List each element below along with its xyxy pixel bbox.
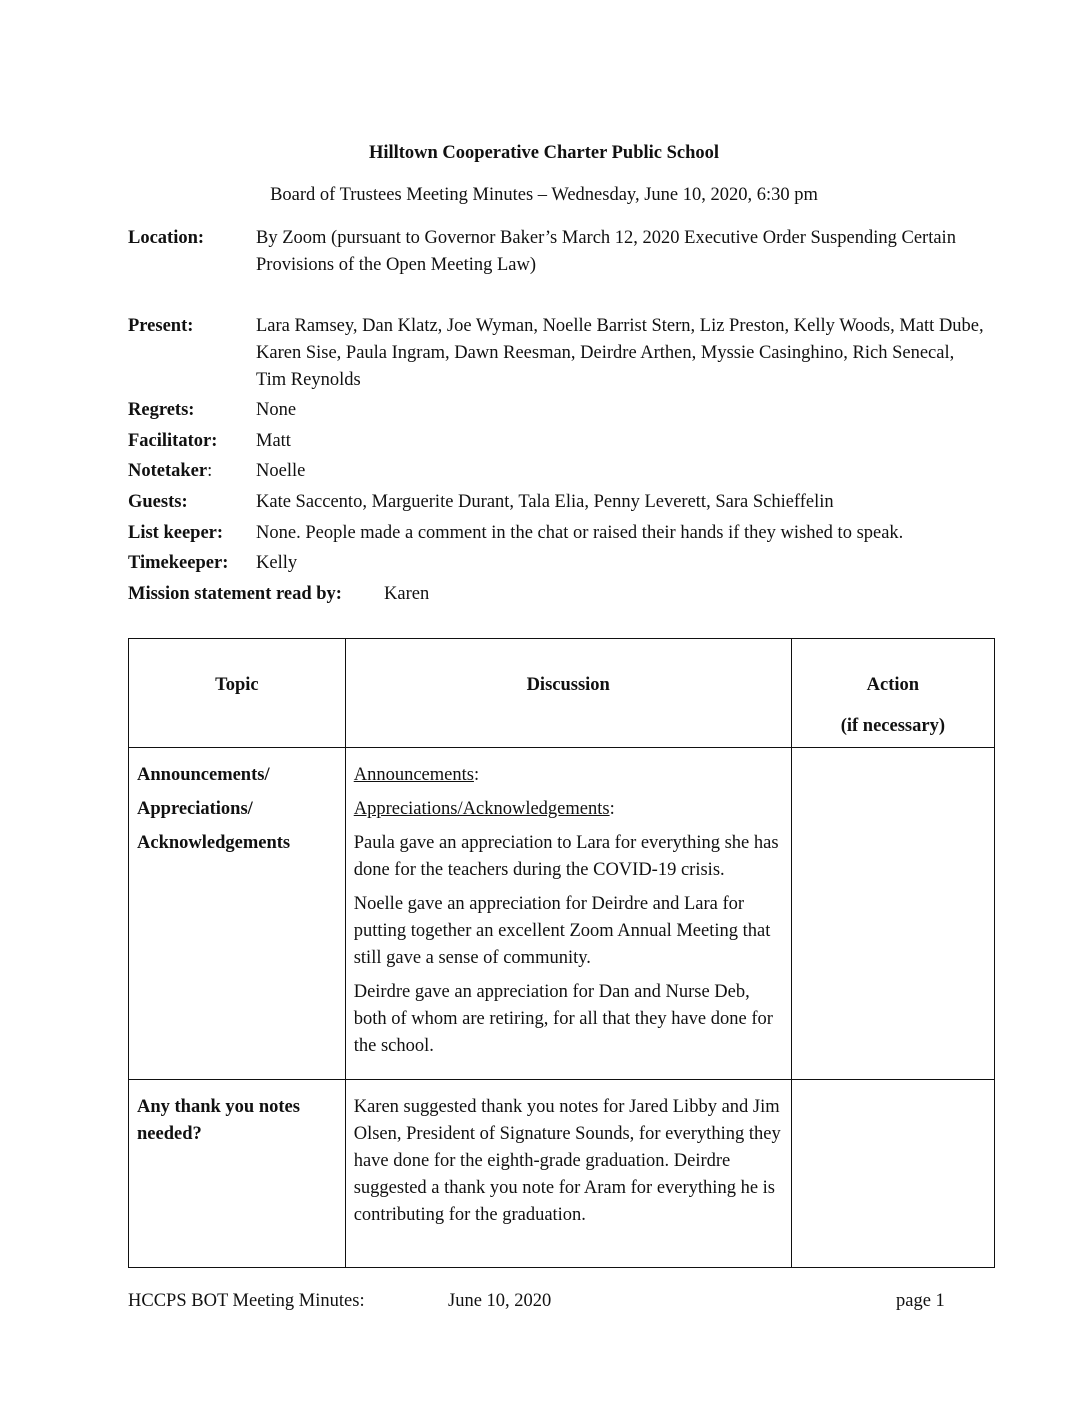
notetaker-label: [128, 458, 212, 485]
notetaker-colon: :: [207, 461, 213, 481]
topic-header: [129, 639, 346, 748]
present-value: Lara Ramsey, Dan Klatz, Joe Wyman, Noelle Barrist Stern, Liz Preston, Kelly Woods, Matt Dube, Karen Sise, Paula Ingram, Dawn Reesman, Deirdre Arthen, Myssie Casinghino, Rich Senecal, Tim Reynolds: [256, 316, 984, 390]
topic-cell: [129, 748, 346, 1080]
table-row: [129, 748, 995, 1080]
location-value: By Zoom (pursuant to Governor Baker’s March 12, 2020 Executive Order Suspending Certain Provisions of the Open Meeting Law): [256, 228, 956, 275]
topic-line: Appreciations/: [137, 799, 253, 819]
timekeeper-value: Kelly: [256, 553, 298, 573]
footer-page-number: page 1: [896, 1291, 945, 1311]
location-label: Location:: [128, 228, 205, 248]
topic-text: Any thank you notes needed?: [137, 1097, 300, 1144]
discussion-header-text: Discussion: [526, 675, 610, 695]
guests-label: Guests:: [128, 492, 188, 512]
action-cell: [791, 1080, 994, 1268]
topic-cell-content: [129, 748, 345, 876]
present-label: Present:: [128, 316, 194, 336]
discussion-paragraph: Karen suggested thank you notes for Jared Libby and Jim Olsen, President of Signature Sounds, for everything they have done for the eighth-grade graduation. Deirdre suggested a thank you note for Aram for everything he is contributing for the graduation.: [353, 1097, 781, 1225]
announcements-heading-text: Announcements: [353, 765, 474, 785]
announcements-heading: Announcements:: [353, 765, 480, 785]
discussion-header: [345, 639, 791, 748]
topic-line: Announcements/: [137, 765, 270, 785]
listkeeper-label: List keeper:: [128, 523, 224, 543]
action-header: [791, 639, 994, 748]
topic-cell: [129, 1080, 346, 1268]
discussion-cell-content: [346, 1080, 791, 1241]
minutes-table: [128, 638, 995, 1268]
action-cell-content: [792, 748, 994, 774]
topic-cell-content: [129, 1080, 345, 1160]
meeting-subtitle: Board of Trustees Meeting Minutes – Wednesday, June 10, 2020, 6:30 pm: [270, 185, 818, 205]
appreciations-heading-text: Appreciations/Acknowledgements: [353, 799, 610, 819]
mission-value: Karen: [384, 584, 430, 604]
footer-date: June 10, 2020: [448, 1291, 552, 1311]
topic-line: Acknowledgements: [137, 833, 291, 853]
discussion-paragraph: Deirdre gave an appreciation for Dan and Nurse Deb, both of whom are retiring, for all that they have done for the school.: [353, 982, 773, 1056]
regrets-value: None: [256, 400, 297, 420]
table-row: [129, 1080, 995, 1268]
discussion-cell: [345, 748, 791, 1080]
discussion-cell-content: [346, 748, 791, 1079]
timekeeper-label: Timekeeper:: [128, 553, 229, 573]
mission-label: Mission statement read by:: [128, 584, 342, 604]
regrets-label: Regrets:: [128, 400, 195, 420]
facilitator-value: Matt: [256, 431, 291, 451]
action-header-note: (if necessary): [840, 716, 945, 736]
notetaker-label-text: Notetaker: [128, 461, 208, 481]
listkeeper-value: None. People made a comment in the chat or raised their hands if they wished to speak.: [256, 523, 904, 543]
footer-doc-name: HCCPS BOT Meeting Minutes:: [128, 1291, 365, 1311]
appreciations-heading: Appreciations/Acknowledgements:: [353, 799, 615, 819]
document-title: Hilltown Cooperative Charter Public School: [368, 143, 720, 163]
guests-value: Kate Saccento, Marguerite Durant, Tala Elia, Penny Leverett, Sara Schieffelin: [256, 492, 834, 512]
action-cell-content: [792, 1080, 994, 1106]
facilitator-label: Facilitator:: [128, 431, 218, 451]
action-header-block: [792, 639, 994, 747]
action-header-text: Action: [866, 675, 920, 695]
topic-header-text: Topic: [215, 675, 259, 695]
discussion-paragraph: Noelle gave an appreciation for Deirdre and Lara for putting together an excellent Zoom Annual Meeting that still gave a sense of community.: [353, 894, 771, 968]
notetaker-value: Noelle: [256, 461, 306, 481]
discussion-paragraph: Paula gave an appreciation to Lara for everything she has done for the teachers during the COVID-19 crisis.: [353, 833, 779, 880]
discussion-cell: [345, 1080, 791, 1268]
action-cell: [791, 748, 994, 1080]
table-header-row: [129, 639, 995, 748]
